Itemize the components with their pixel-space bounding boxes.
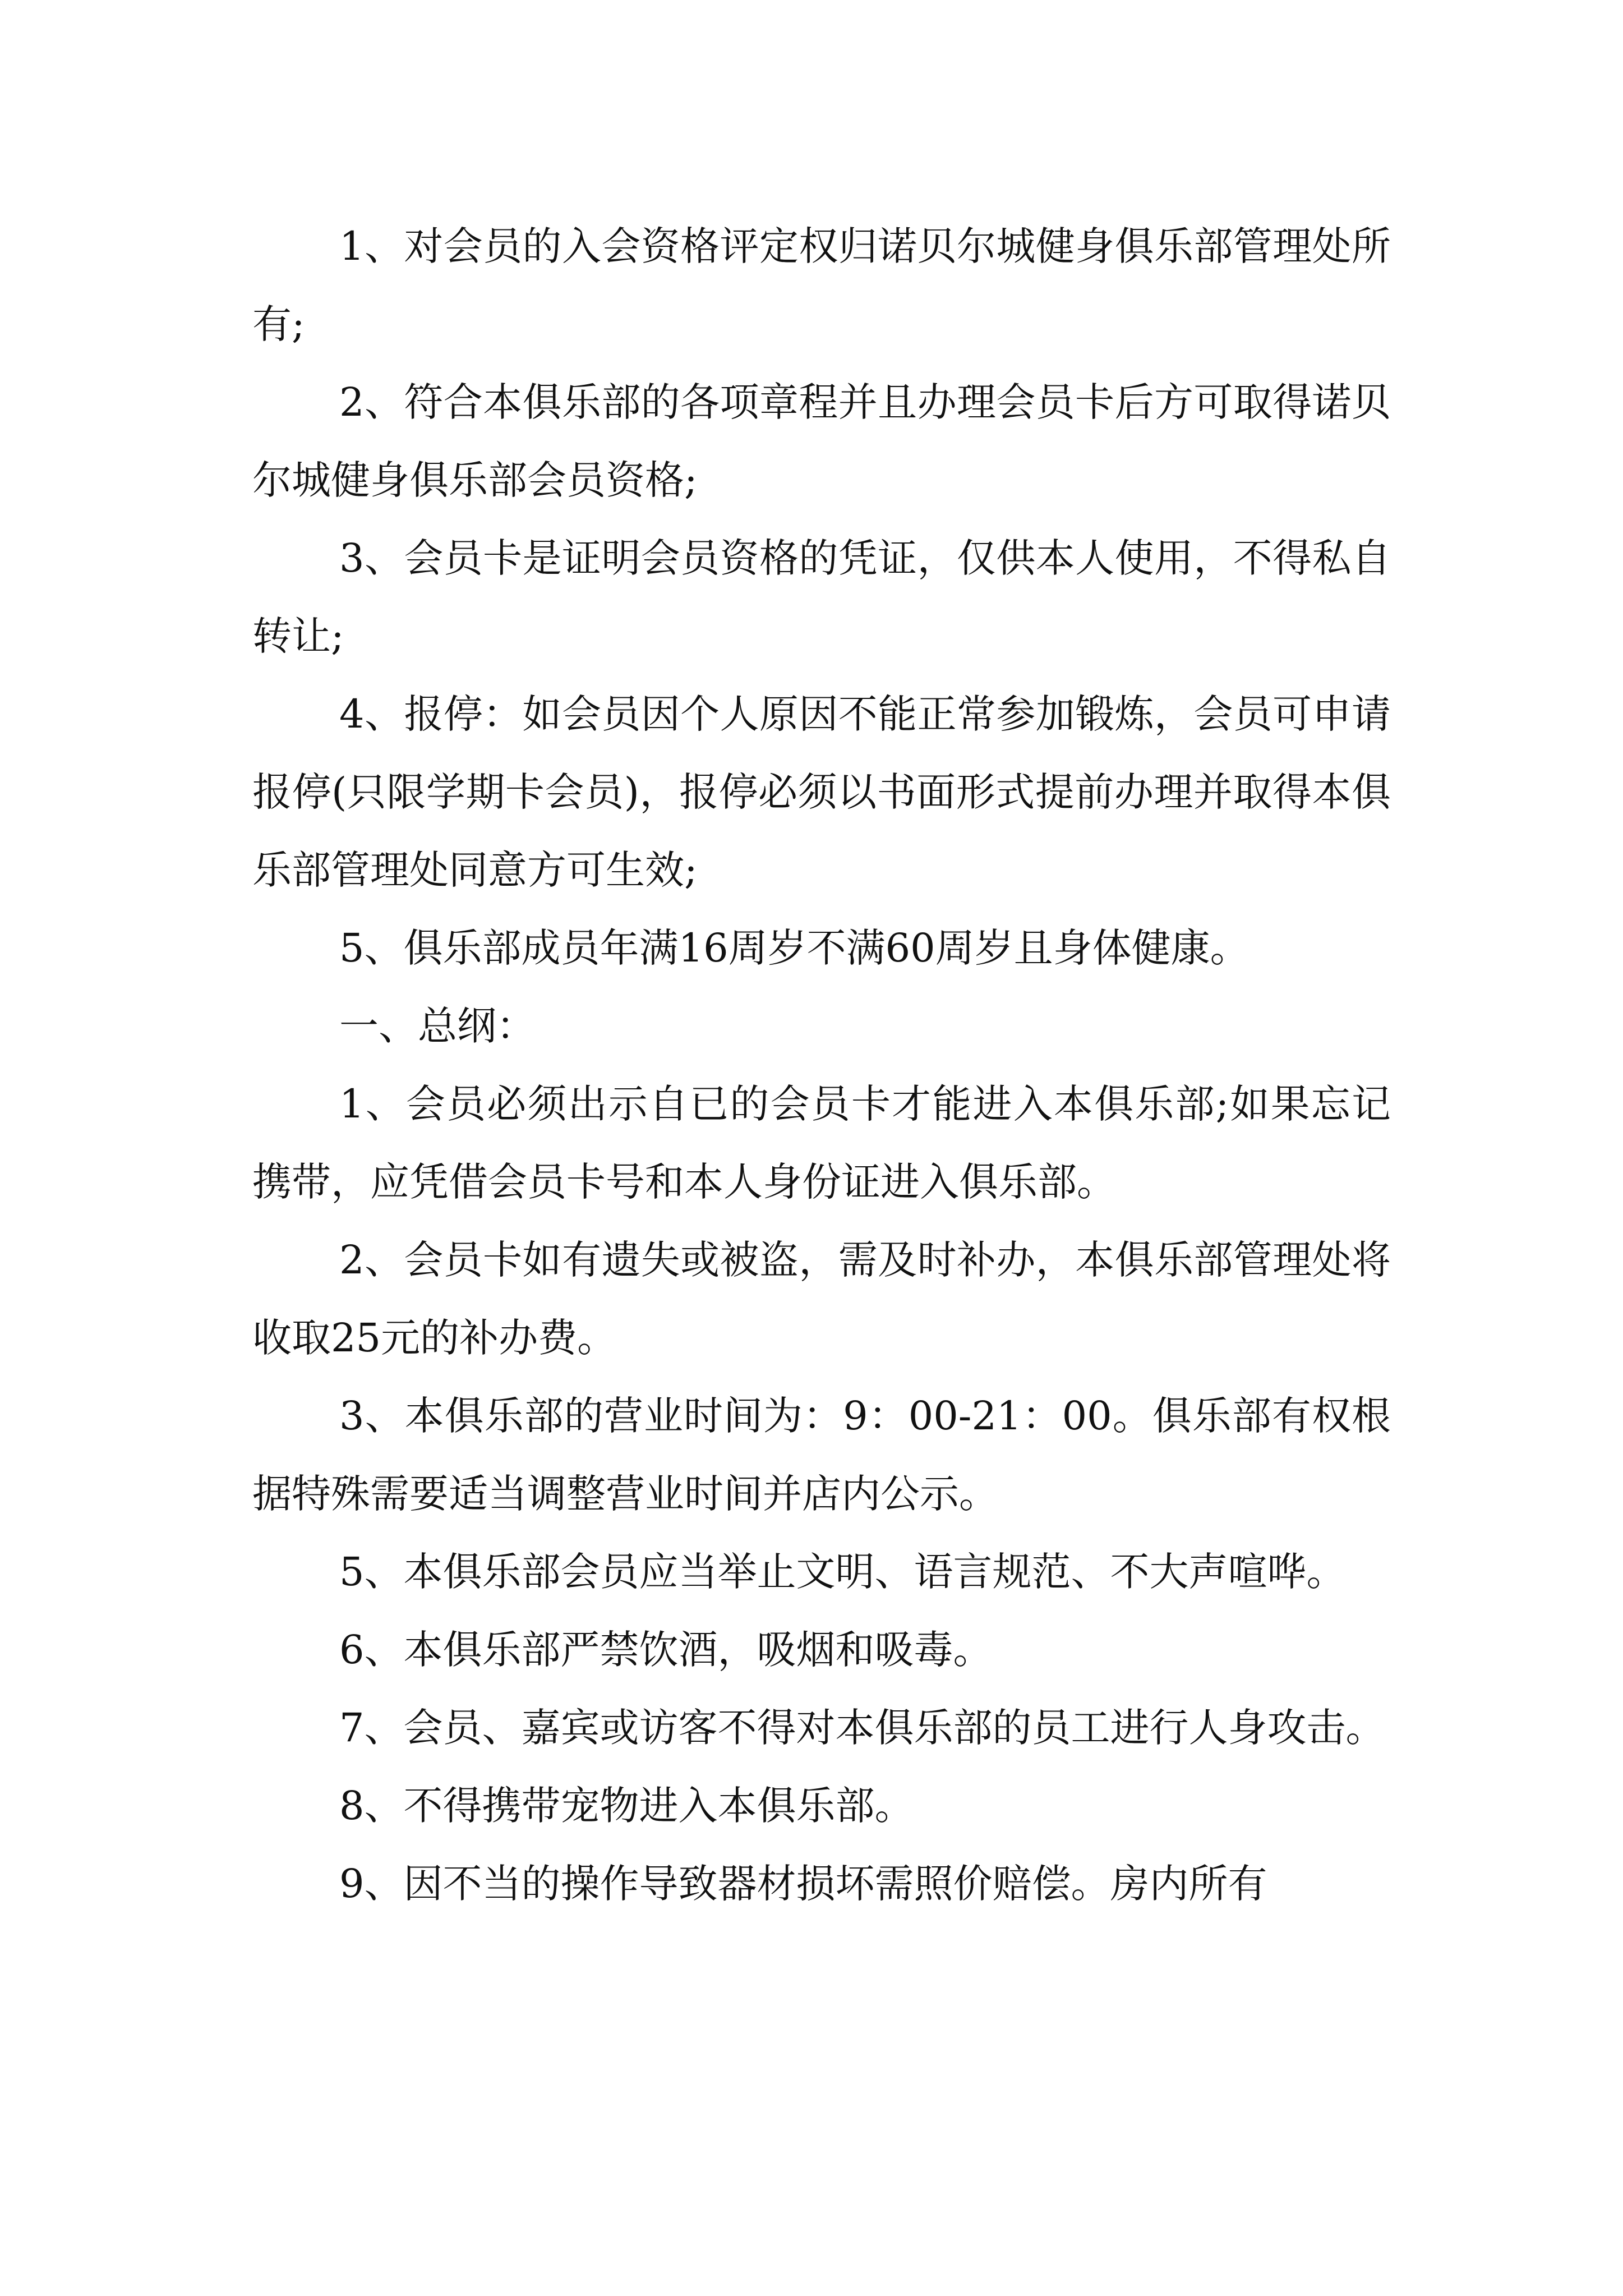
paragraph-lost-card: 2、会员卡如有遗失或被盗，需及时补办，本俱乐部管理处将收取25元的补办费。 [252,1237,1391,1361]
paragraph-staff-respect: 7、会员、嘉宾或访客不得对本俱乐部的员工进行人身攻击。 [339,1705,1385,1751]
paragraph-no-pets: 8、不得携带宠物进入本俱乐部。 [339,1783,914,1829]
paragraph-opening-hours: 3、本俱乐部的营业时间为：9：00-21：00。俱乐部有权根据特殊需要适当调整营业时间并店内公示。 [252,1393,1391,1517]
paragraph-equipment-damage: 9、因不当的操作导致器材损坏需照价赔偿。房内所有 [339,1861,1267,1907]
document-page [252,208,1391,1923]
paragraph-entry-card: 1、会员必须出示自已的会员卡才能进入本俱乐部;如果忘记携带，应凭借会员卡号和本人身份证进入俱乐部。 [252,1081,1391,1205]
section-heading-general: 一、总纲： [339,1003,536,1049]
paragraph-age-requirement: 5、俱乐部成员年满16周岁不满60周岁且身体健康。 [339,925,1249,971]
paragraph-membership-qualification: 1、对会员的入会资格评定权归诺贝尔城健身俱乐部管理处所有; [252,223,1391,347]
paragraph-suspension: 4、报停：如会员因个人原因不能正常参加锻炼，会员可申请报停(只限学期卡会员)，报停必须以书面形式提前办理并取得本俱乐部管理处同意方可生效; [252,691,1391,893]
paragraph-membership-card-application: 2、符合本俱乐部的各项章程并且办理会员卡后方可取得诺贝尔城健身俱乐部会员资格; [252,379,1391,503]
paragraph-prohibitions: 6、本俱乐部严禁饮酒，吸烟和吸毒。 [339,1627,993,1673]
paragraph-conduct: 5、本俱乐部会员应当举止文明、语言规范、不大声喧哗。 [339,1549,1346,1595]
paragraph-membership-card-usage: 3、会员卡是证明会员资格的凭证，仅供本人使用，不得私自转让; [252,535,1391,659]
